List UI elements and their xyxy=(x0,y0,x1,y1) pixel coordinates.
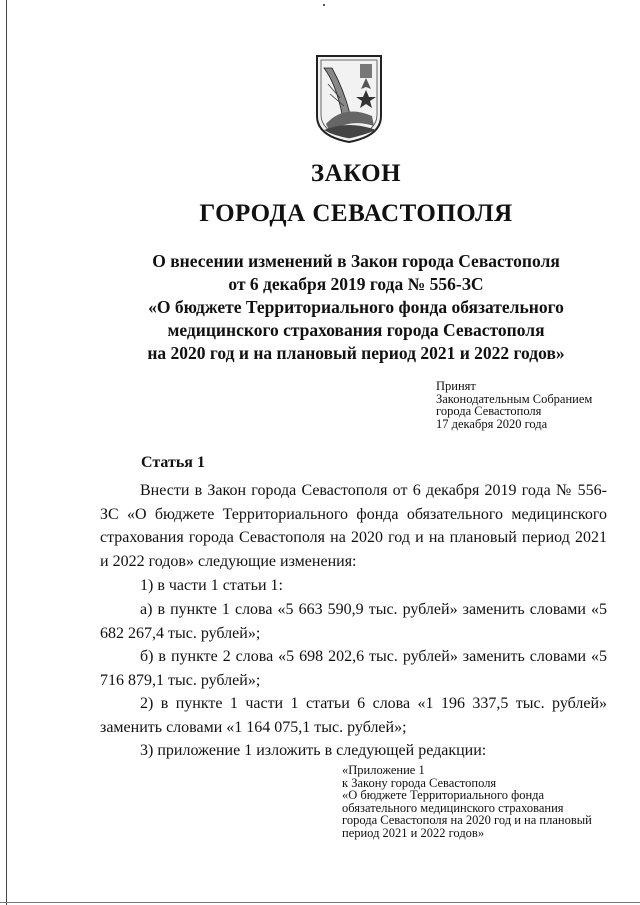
paragraph-item-1b: б) в пункте 2 слова «5 698 202,6 тыс. рублей» заменить словами «5 716 879,1 тыс. рублей»; xyxy=(100,648,607,689)
appendix-line: «Приложение 1 xyxy=(342,763,425,777)
subtitle-line: от 6 декабря 2019 года № 556-ЗС xyxy=(228,274,484,294)
paragraph-item-1: 1) в части 1 статьи 1: xyxy=(140,577,283,594)
adoption-line: города Севастополя xyxy=(436,404,542,418)
subtitle-line: О внесении изменений в Закон города Севастополя xyxy=(152,251,560,271)
adoption-note xyxy=(436,380,592,430)
appendix-header xyxy=(342,764,592,839)
paragraph-item-3: 3) приложение 1 изложить в следующей редакции: xyxy=(140,742,487,759)
law-title-city: ГОРОДА СЕВАСТОПОЛЯ xyxy=(199,200,513,227)
adoption-line: Принят xyxy=(436,379,476,393)
appendix-line: «О бюджете Территориального фонда xyxy=(342,788,545,802)
paragraph-intro: Внести в Закон города Севастополя от 6 декабря 2019 года № 556-ЗС «О бюджете Территориального фонда обязательного медицинского страхования города Севастополя на 2020 год и на плановый период 2021 и 2022 годов» следующие изменения: xyxy=(100,482,607,570)
paragraph-item-2: 2) в пункте 1 части 1 статьи 6 слова «1 196 337,5 тыс. рублей» заменить словами «1 164 075,1 тыс. рублей»; xyxy=(100,695,607,736)
scan-edge-left xyxy=(6,0,7,905)
adoption-line: 17 декабря 2020 года xyxy=(436,416,548,431)
paragraph-item-1a: а) в пункте 1 слова «5 663 590,9 тыс. рублей» заменить словами «5 682 267,4 тыс. рублей»; xyxy=(100,601,607,642)
appendix-line: города Севастополя на 2020 год и на плановый xyxy=(342,813,592,827)
adoption-line: Законодательным Собранием xyxy=(436,391,593,406)
law-subtitle xyxy=(96,250,616,365)
sevastopol-coat-of-arms-icon xyxy=(314,54,384,144)
law-title: ЗАКОН xyxy=(310,160,402,187)
appendix-line: период 2021 и 2022 годов» xyxy=(342,825,485,840)
subtitle-line: на 2020 год и на плановый период 2021 и 2022 годов» xyxy=(147,343,565,363)
article-heading: Статья 1 xyxy=(141,454,205,471)
subtitle-line: «О бюджете Территориального фонда обязательного xyxy=(148,297,564,317)
appendix-line: обязательного медицинского страхования xyxy=(342,800,564,815)
subtitle-line: медицинского страхования города Севастополя xyxy=(167,320,545,340)
appendix-line: к Закону города Севастополя xyxy=(342,775,497,790)
scan-edge-bottom xyxy=(0,902,640,903)
scan-dot xyxy=(323,4,325,6)
